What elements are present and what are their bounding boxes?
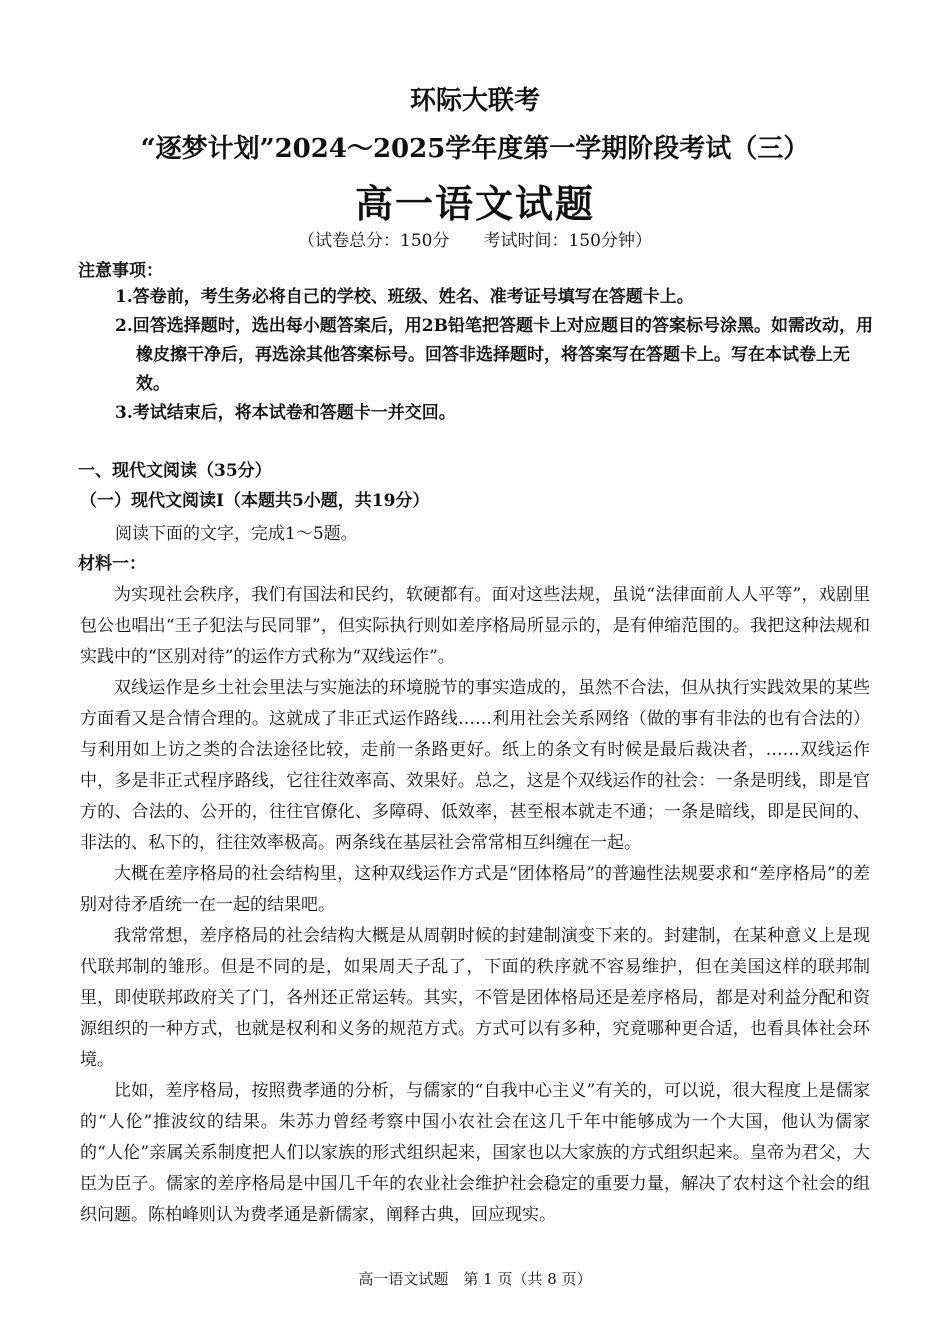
paragraph: 双线运作是乡土社会里法与实施法的环境脱节的事实造成的，虽然不合法，但从执行实践效果的某些方面看又是合情合理的。这就成了非正式运作路线……利用社会关系网络（做的事有非法的也有合法的）与利用如上访之类的合法途径比较，走前一条路更好。纸上的条文有时候是最后裁决者，……双线运作中，多是非正式程序路线，它往往效率高、效果好。总之，这是个双线运作的社会：一条是明线，即是官方的、合法的、公开的，往往官僚化、多障碍、低效率，甚至根本就走不通；一条是暗线，即是民间的、非法的、私下的，往往效率极高。两条线在基层社会常常相互纠缠在一起。 xyxy=(80,678,870,853)
page-title: 高一语文试题 xyxy=(354,181,595,226)
subsection-title: （一）现代文阅读Ⅰ（本题共5小题，共19分） xyxy=(80,491,430,511)
exam-session-title: “逐梦计划”2024～2025学年度第一学期阶段考试（三） xyxy=(140,134,810,164)
paragraph: 大概在差序格局的社会结构里，这种双线运作方式是“团体格局”的普遍性法规要求和“差序格局”的差别对待矛盾统一在一起的结果吧。 xyxy=(80,864,870,915)
exam-union-title: 环际大联考 xyxy=(409,86,540,116)
notice-list xyxy=(115,283,875,428)
material-label: 材料一： xyxy=(78,554,146,574)
notice-item: 3.考试结束后，将本试卷和答题卡一并交回。 xyxy=(115,403,456,423)
paragraph: 我常常想，差序格局的社会结构大概是从周朝时候的封建制演变下来的。封建制，在某种意义上是现代联邦制的雏形。但是不同的是，如果周天子乱了，下面的秩序就不容易维护，但在美国这样的联邦制里，即使联邦政府关了门，各州还正常运转。其实，不管是团体格局还是差序格局，都是对利益分配和资源组织的一种方式，也就是权利和义务的规范方式。方式可以有多种，究竟哪种更合适，也看具体社会环境。 xyxy=(80,926,870,1070)
reading-instruction: 阅读下面的文字，完成1～5题。 xyxy=(115,524,358,544)
paragraph: 比如，差序格局，按照费孝通的分析，与儒家的“自我中心主义”有关的，可以说，很大程度上是儒家的“人伦”推波纹的结果。朱苏力曾经考察中国小农社会在这几千年中能够成为一个大国，他认为儒家的“人伦”亲属关系制度把人们以家族的形式组织起来，国家也以大家族的方式组织起来。皇帝为君父，大臣为臣子。儒家的差序格局是中国几千年的农业社会维护社会稳定的重要力量，解决了农村这个社会的组织问题。陈柏峰则认为费孝通是新儒家，阐释古典，回应现实。 xyxy=(80,1081,870,1225)
notice-item: 2.回答选择题时，选出每小题答案后，用2B铅笔把答题卡上对应题目的答案标号涂黑。如需改动，用橡皮擦干净后，再选涂其他答案标号。回答非选择题时，将答案写在答题卡上。写在本试卷上无效。 xyxy=(115,316,873,394)
paragraph: 为实现社会秩序，我们有国法和民约，软硬都有。面对这些法规，虽说“法律面前人人平等”，戏剧里包公也唱出“王子犯法与民同罪”，但实际执行则如差序格局所显示的，是有伸缩范围的。我把这种法规和实践中的“区别对待”的运作方式称为“双线运作”。 xyxy=(80,585,870,667)
exam-info: （试卷总分：150分 考试时间：150分钟） xyxy=(298,231,652,251)
material-text xyxy=(80,580,870,1231)
notice-item: 1.答卷前，考生务必将自己的学校、班级、姓名、准考证号填写在答题卡上。 xyxy=(115,287,694,307)
section-title: 一、现代文阅读（35分） xyxy=(78,461,272,481)
page-footer: 高一语文试题 第 1 页（共 8 页） xyxy=(358,1270,592,1288)
notice-title: 注意事项： xyxy=(78,261,163,281)
